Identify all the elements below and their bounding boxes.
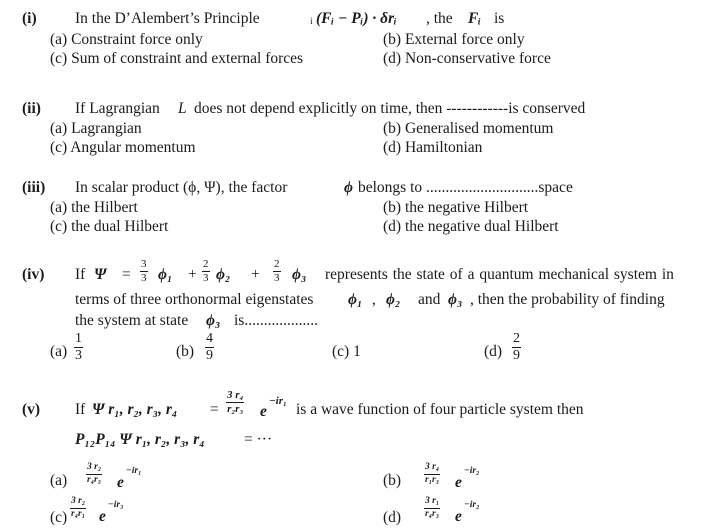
question-line-3: the system at state: [75, 312, 189, 329]
option-d: (d) the negative dual Hilbert: [383, 218, 559, 235]
question-stem-tail: , the: [426, 10, 453, 27]
option-d-exponent: −ir₂: [464, 500, 480, 510]
question-stem: In the D’Alembert’s Principle: [75, 10, 260, 27]
option-d: (d) Hamiltonian: [383, 139, 483, 156]
coefficient-3: 2 3: [274, 258, 280, 284]
if-label: If: [75, 401, 86, 418]
formula-subscript: i: [310, 17, 313, 27]
option-d-fraction: 3 r₁ r₄r₃: [425, 496, 440, 519]
equals-dots: = ···: [244, 431, 273, 448]
question-stem: If Lagrangian: [75, 100, 160, 117]
question-number: (v): [22, 401, 41, 418]
coefficient-1: 3 3: [141, 258, 147, 284]
plus-sign: +: [251, 266, 260, 283]
exponential: e: [117, 474, 124, 491]
wavefunction-args: Ψ r₁, r₂, r₃, r₄: [92, 401, 178, 418]
question-line-2-tail: , then the probability of finding: [470, 291, 665, 308]
question-stem-is: is: [494, 10, 505, 27]
permutation-expression: P₁₂P₁₄ Ψ r₁, r₂, r₃, r₄: [75, 431, 205, 448]
option-a-fraction: 3 r₂ r₄r₃: [87, 462, 102, 485]
exponential: e: [260, 403, 267, 420]
option-c-label: (c): [50, 509, 68, 526]
question-line-3-tail: is...................: [234, 312, 318, 329]
exponential: e: [99, 508, 106, 525]
option-d-label: (d): [383, 509, 402, 526]
option-b-exponent: −ir₂: [464, 466, 480, 476]
phi-3: ϕ₃: [292, 266, 307, 283]
exponential: e: [455, 508, 462, 525]
option-a-fraction: 1 3: [75, 331, 82, 363]
phi-1: ϕ₁: [348, 291, 363, 308]
equals-sign: =: [122, 266, 131, 283]
option-d-fraction: 2 9: [513, 331, 520, 363]
phi-2: ϕ₂: [386, 291, 401, 308]
exponent: −ir₁: [269, 395, 287, 407]
option-c: (c) Angular momentum: [50, 139, 196, 156]
question-number: (iii): [22, 179, 46, 196]
and-word: and: [418, 291, 441, 308]
plus-sign: +: [188, 266, 197, 283]
phi-2: ϕ₂: [216, 266, 231, 283]
exponential: e: [455, 474, 462, 491]
question-number: (ii): [22, 100, 41, 117]
wavefunction-fraction: 3 r₄ r₂r₃: [227, 389, 244, 415]
if-label: If: [75, 266, 86, 283]
question-stem: In scalar product (ϕ, Ψ), the factor: [75, 179, 288, 196]
question-line-2: terms of three orthonormal eigenstates: [75, 291, 314, 308]
option-c: (c) Sum of constraint and external forces: [50, 50, 304, 67]
dalembert-formula: (Fᵢ − Pᵢ) · δrᵢ: [316, 10, 397, 27]
option-b: (b) the negative Hilbert: [383, 199, 529, 216]
option-c-exponent: −ir₃: [108, 500, 124, 510]
equals-sign: =: [210, 401, 219, 418]
option-a: (a) Lagrangian: [50, 120, 142, 137]
psi-symbol: Ψ: [94, 266, 107, 283]
phi-symbol: ϕ: [344, 179, 353, 196]
phi-3: ϕ₃: [448, 291, 463, 308]
coefficient-2: 2 3: [203, 258, 209, 284]
option-b-label: (b): [383, 472, 402, 489]
option-b: (b) External force only: [383, 31, 525, 48]
phi-1: ϕ₁: [158, 266, 173, 283]
phi-3: ϕ₃: [206, 312, 221, 329]
option-b-label: (b): [176, 343, 195, 360]
option-d: (d) Non-conservative force: [383, 50, 551, 67]
lagrangian-symbol: L: [178, 100, 187, 117]
option-b: (b) Generalised momentum: [383, 120, 554, 137]
question-stem-tail: is a wave function of four particle system then: [296, 401, 584, 418]
comma: ,: [372, 291, 376, 308]
question-number: (i): [22, 10, 37, 27]
option-a-exponent: −ir₁: [126, 466, 142, 476]
question-stem-rest: does not depend explicitly on time, then ------------is conserved: [194, 100, 586, 117]
option-a-label: (a): [50, 343, 68, 360]
option-c: (c) the dual Hilbert: [50, 218, 169, 235]
option-c: (c) 1: [332, 343, 361, 360]
question-number: (iv): [22, 266, 45, 283]
option-b-fraction: 3 r₄ r₁r₃: [425, 462, 440, 485]
option-a: (a) Constraint force only: [50, 31, 203, 48]
force-symbol: Fᵢ: [468, 10, 481, 27]
question-stem-rest: belongs to .............................space: [358, 179, 573, 196]
option-a-label: (a): [50, 472, 68, 489]
option-d-label: (d): [484, 343, 503, 360]
option-b-fraction: 4 9: [206, 331, 213, 363]
question-stem: represents the state of a quantum mechanical system in: [325, 266, 674, 283]
option-a: (a) the Hilbert: [50, 199, 138, 216]
option-c-fraction: 3 r₂ r₄r₁: [71, 496, 86, 519]
